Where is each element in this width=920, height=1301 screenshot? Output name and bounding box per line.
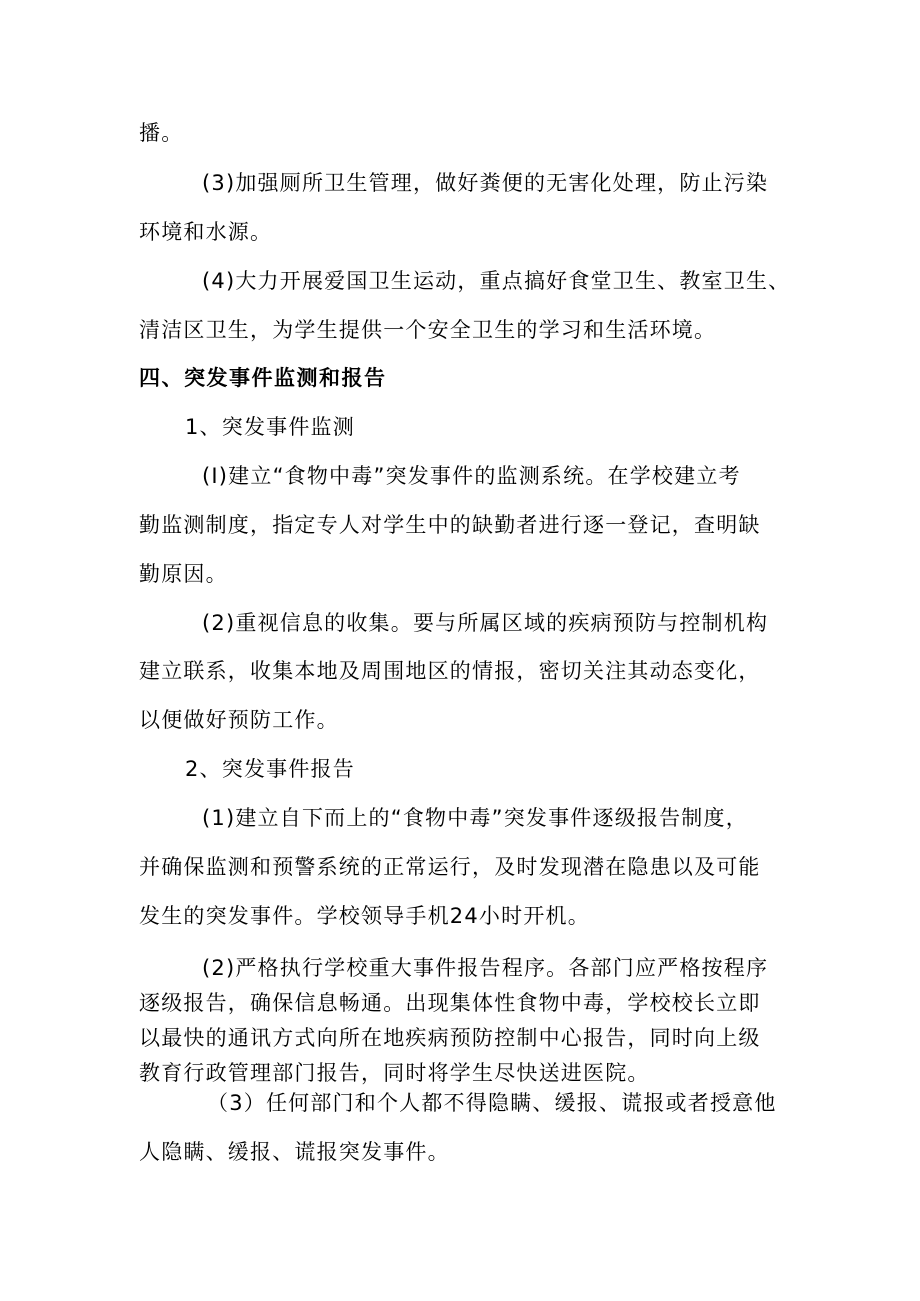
text-line-item-1: (1)建立自下而上的“食物中毒”突发事件逐级报告制度， [202, 806, 748, 830]
text-line: 并确保监测和预警系统的正常运行，及时发现潜在隐患以及可能 [139, 855, 761, 879]
text-line: 发生的突发事件。学校领导手机24小时开机。 [139, 904, 590, 928]
text-line: 以便做好预防工作。 [139, 708, 339, 732]
text-line-item-3: （3）任何部门和个人都不得隐瞒、缓报、谎报或者授意他 [207, 1091, 777, 1115]
text-line: 勤原因。 [139, 562, 228, 586]
text-line: 建立联系，收集本地及周围地区的情报，密切关注其动态变化， [139, 659, 761, 683]
text-line-item-2: (2)严格执行学校重大事件报告程序。各部门应严格按程序 [202, 956, 769, 980]
text-line-item-2: (2)重视信息的收集。要与所属区域的疾病预防与控制机构 [202, 611, 769, 635]
text-line-continuation: 播。 [139, 121, 184, 145]
text-line: 清洁区卫生，为学生提供一个安全卫生的学习和生活环境。 [139, 318, 717, 342]
subsection-heading: 2、突发事件报告 [185, 757, 355, 781]
text-line: 人隐瞒、缓报、谎报突发事件。 [139, 1140, 450, 1164]
text-line-item-4: (4)大力开展爱国卫生运动，重点搞好食堂卫生、教室卫生、 [202, 269, 791, 293]
text-line: 以最快的通讯方式向所在地疾病预防控制中心报告，同时向上级 [139, 1026, 761, 1050]
text-line: 教育行政管理部门报告，同时将学生尽快送进医院。 [139, 1061, 650, 1085]
text-line: 勤监测制度，指定专人对学生中的缺勤者进行逐一登记，查明缺 [139, 513, 761, 537]
subsection-heading: 1、突发事件监测 [185, 415, 355, 439]
section-heading: 四、突发事件监测和报告 [139, 366, 387, 390]
text-line-item-1: (I)建立“食物中毒”突发事件的监测系统。在学校建立考 [202, 464, 741, 488]
text-line: 环境和水源。 [139, 220, 273, 244]
text-line: 逐级报告，确保信息畅通。出现集体性食物中毒，学校校长立即 [139, 991, 761, 1015]
text-line-item-3: (3)加强厕所卫生管理，做好粪便的无害化处理，防止污染 [202, 171, 769, 195]
